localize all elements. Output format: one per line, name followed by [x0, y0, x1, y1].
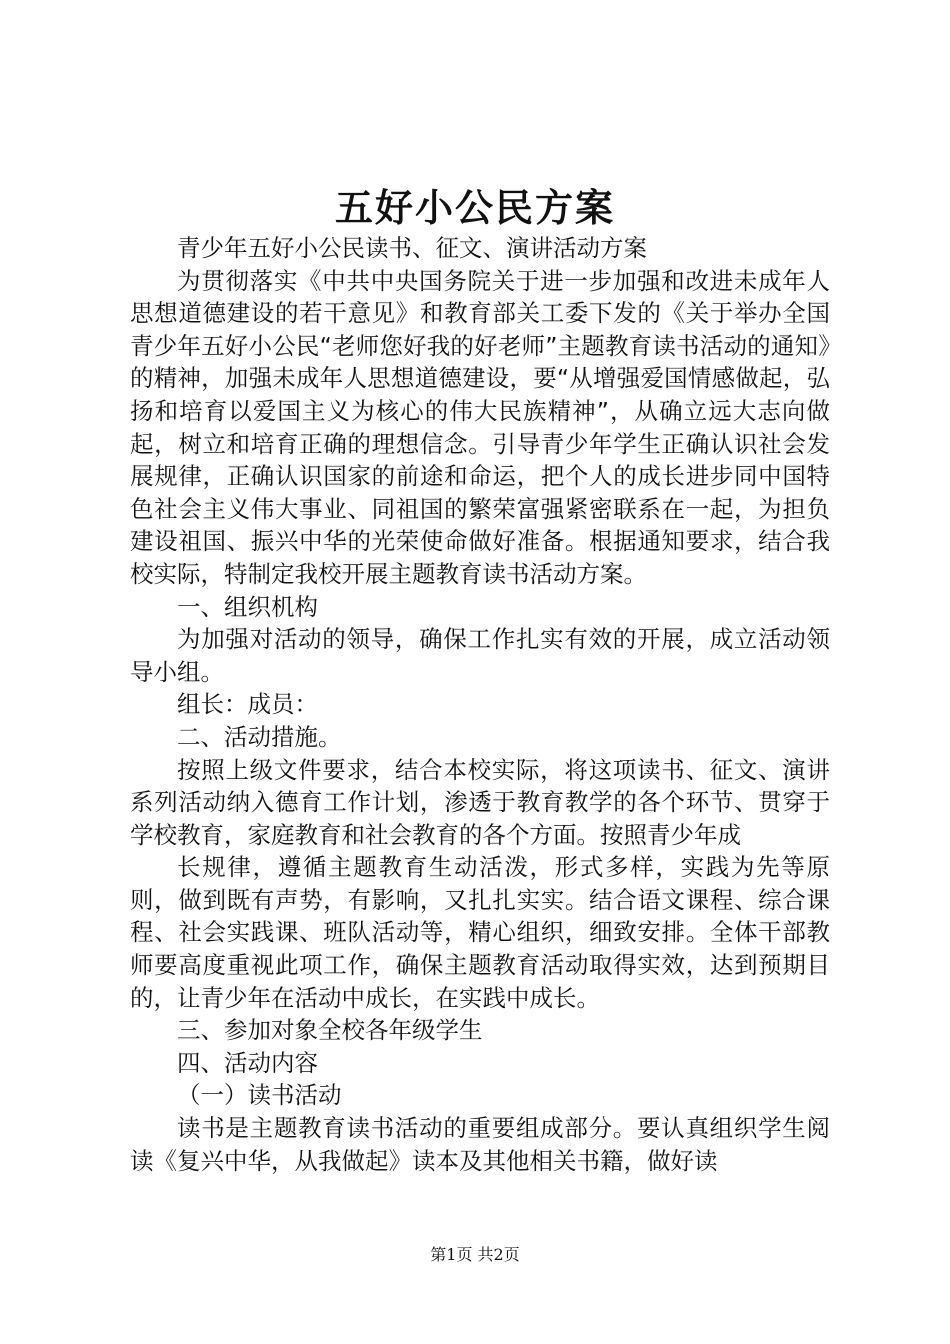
members-line: 组长：成员：: [177, 690, 318, 719]
page-footer: 第1页 共2页: [430, 1245, 520, 1264]
section-heading-organization: 一、组织机构: [177, 592, 318, 621]
section-heading-content: 四、活动内容: [177, 1048, 318, 1077]
section-heading-participants: 三、参加对象全校各年级学生: [177, 1016, 483, 1045]
reading-paragraph: 读书是主题教育读书活动的重要组成部分。要认真组织学生阅读《复兴中华，从我做起》读本及其他相关书籍，做好读: [130, 1114, 830, 1175]
section-heading-measures: 二、活动措施。: [177, 722, 342, 751]
subsection-heading-reading: （一）读书活动: [177, 1081, 342, 1110]
measures-paragraph: 按照上级文件要求，结合本校实际，将这项读书、征文、演讲系列活动纳入德育工作计划，渗透于教育教学的各个环节、贯穿于学校教育，家庭教育和社会教育的各个方面。按照青少年成: [130, 755, 830, 849]
subtitle-paragraph: 青少年五好小公民读书、征文、演讲活动方案: [177, 234, 647, 262]
document-title: 五好小公民方案: [334, 185, 615, 230]
measures-continued-paragraph: 长规律，遵循主题教育生动活泼，形式多样，实践为先等原则，做到既有声势，有影响，又扎扎实实。结合语文课程、综合课程、社会实践课、班队活动等，精心组织，细致安排。全体干部教师要高度重视此项工作，确保主题教育活动取得实效，达到预期目的，让青少年在活动中成长，在实践中成长。: [130, 853, 830, 1012]
organization-paragraph: 为加强对活动的领导，确保工作扎实有效的开展，成立活动领导小组。: [130, 625, 830, 686]
document-body: [130, 232, 830, 1177]
intro-paragraph: 为贯彻落实《中共中央国务院关于进一步加强和改进未成年人思想道德建设的若干意见》和教育部关工委下发的《关于举办全国青少年五好小公民“老师您好我的好老师”主题教育读书活动的通知》的精神，加强未成年人思想道德建设，要“从增强爱国情感做起，弘扬和培育以爱国主义为核心的伟大民族精神”，从确立远大志向做起，树立和培育正确的理想信念。引导青少年学生正确认识社会发展规律，正确认识国家的前途和命运，把个人的成长进步同中国特色社会主义伟大事业、同祖国的繁荣富强紧密联系在一起，为担负建设祖国、振兴中华的光荣使命做好准备。根据通知要求，结合我校实际，特制定我校开展主题教育读书活动方案。: [130, 266, 830, 588]
